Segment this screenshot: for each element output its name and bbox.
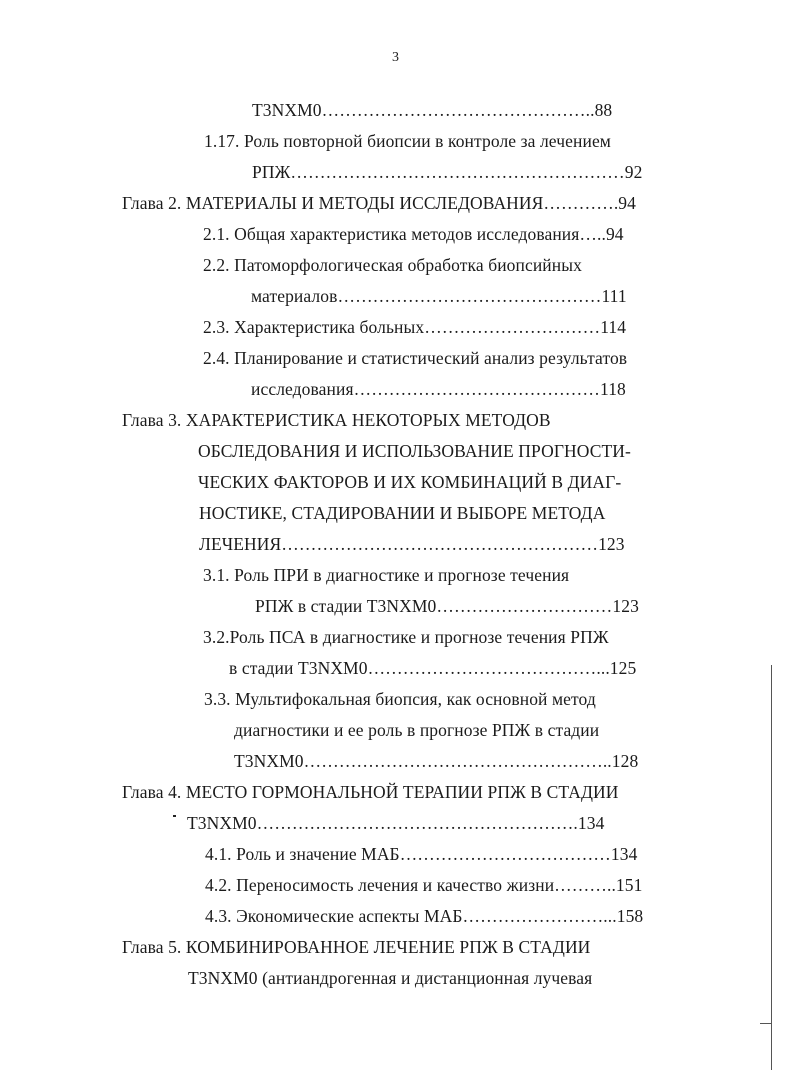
toc-line: 2.4. Планирование и статистический анализ результатов: [203, 348, 628, 368]
toc-line: 3.3. Мультифокальная биопсия, как основной метод: [204, 689, 596, 709]
toc-line: 2.3. Характеристика больных…………………………114: [203, 317, 627, 337]
toc-line: ЛЕЧЕНИЯ………………………………………………123: [199, 534, 625, 554]
toc-line: 2.1. Общая характеристика методов исследования…..94: [203, 224, 624, 244]
scan-edge-line: [771, 665, 772, 1070]
toc-line: 4.3. Экономические аспекты МАБ……………………...158: [205, 906, 644, 926]
toc-line: материалов………………………………………111: [251, 286, 627, 306]
toc-line: ЧЕСКИХ ФАКТОРОВ И ИХ КОМБИНАЦИЙ В ДИАГ-: [198, 472, 622, 492]
toc-line: Глава 5. КОМБИНИРОВАННОЕ ЛЕЧЕНИЕ РПЖ В СТАДИИ: [122, 937, 591, 957]
scan-edge-tick: [760, 1023, 772, 1024]
scan-dot: [173, 815, 176, 817]
toc-line: диагностики и ее роль в прогнозе РПЖ в стадии: [234, 720, 600, 740]
toc-line: Т3NХМ0 (антиандрогенная и дистанционная лучевая: [188, 968, 593, 988]
toc-line: Глава 4. МЕСТО ГОРМОНАЛЬНОЙ ТЕРАПИИ РПЖ В СТАДИИ: [122, 782, 619, 802]
toc-line: исследования……………………………………118: [251, 379, 626, 399]
toc-line: РПЖ в стадии Т3NХМ0…………………………123: [255, 596, 639, 616]
toc-line: 1.17. Роль повторной биопсии в контроле за лечением: [204, 131, 611, 151]
toc-line: 2.2. Патоморфологическая обработка биопсийных: [203, 255, 582, 275]
toc-line: 4.1. Роль и значение МАБ………………………………134: [205, 844, 638, 864]
toc-line: РПЖ…………………………………………………92: [252, 162, 643, 182]
toc-line: Глава 3. ХАРАКТЕРИСТИКА НЕКОТОРЫХ МЕТОДОВ: [122, 410, 551, 430]
toc-line: НОСТИКЕ, СТАДИРОВАНИИ И ВЫБОРЕ МЕТОДА: [199, 503, 606, 523]
toc-line: Глава 2. МАТЕРИАЛЫ И МЕТОДЫ ИССЛЕДОВАНИЯ………….94: [122, 193, 637, 213]
toc-line: 4.2. Переносимость лечения и качество жизни………..151: [205, 875, 643, 895]
toc-line: Т3NХМ0……………………………………………..128: [234, 751, 639, 771]
toc-line: Т3NХМ0……………………………………………….134: [187, 813, 605, 833]
page-number: 3: [392, 50, 399, 65]
toc-line: в стадии Т3NХМ0…………………………………...125: [229, 658, 637, 678]
toc-line: 3.1. Роль ПРИ в диагностике и прогнозе течения: [203, 565, 570, 585]
toc-line: Т3NХМ0………………………………………..88: [252, 100, 613, 120]
toc-line: 3.2.Роль ПСА в диагностике и прогнозе течения РПЖ: [203, 627, 609, 647]
toc-line: ОБСЛЕДОВАНИЯ И ИСПОЛЬЗОВАНИЕ ПРОГНОСТИ-: [198, 441, 631, 461]
